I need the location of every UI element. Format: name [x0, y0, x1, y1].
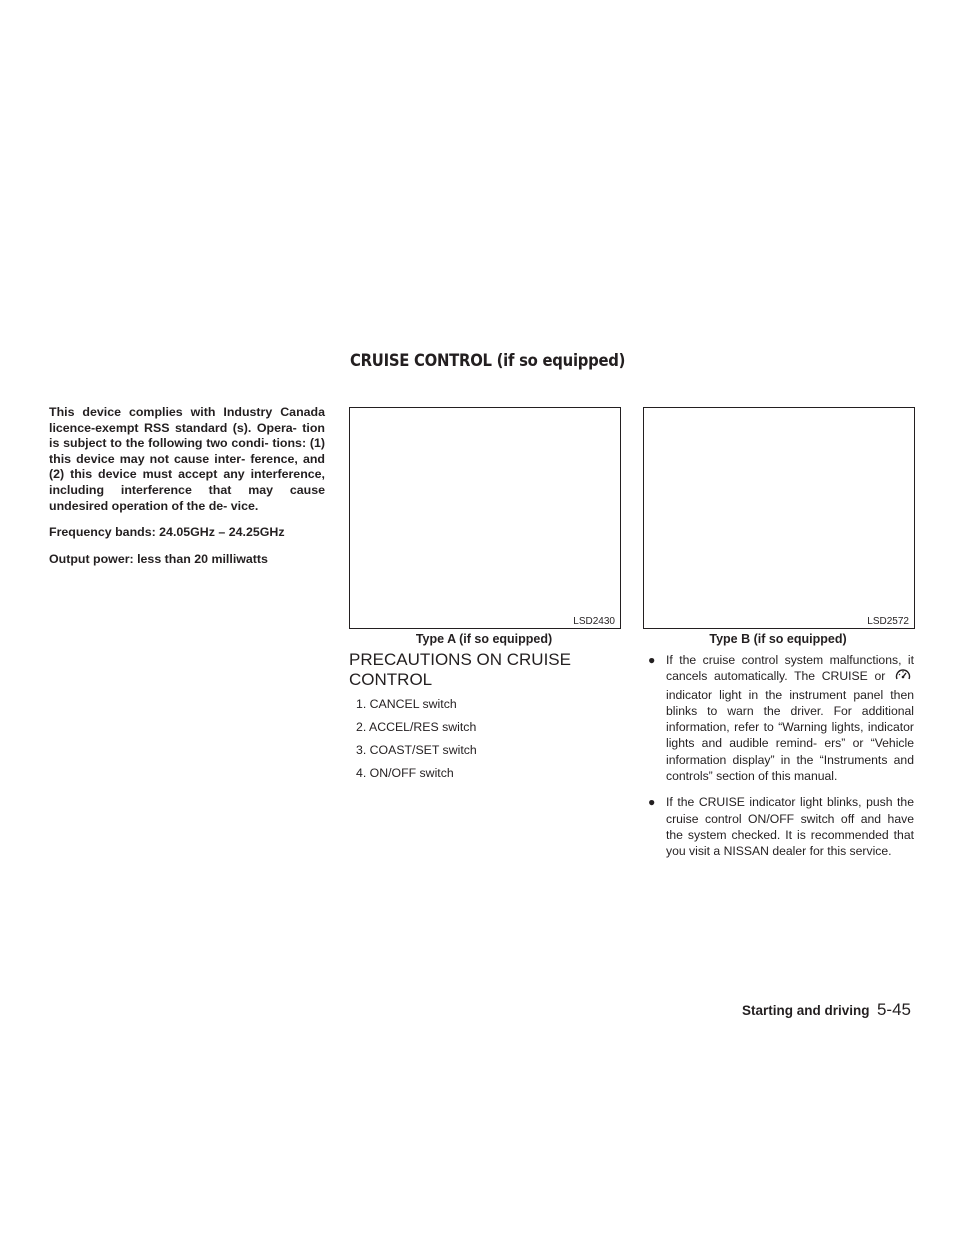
figure-caption: Type B (if so equipped): [709, 632, 847, 646]
bullet-mark: ●: [648, 653, 656, 667]
switch-list: [356, 697, 616, 789]
footer-section-title: Starting and driving: [742, 1003, 870, 1018]
figure-type-a: [349, 407, 621, 629]
output-power-text: Output power: less than 20 milliwatts: [49, 551, 268, 566]
compliance-notice: [49, 405, 325, 578]
bullet-text: indicator light in the instrument panel then blinks to warn the driver. For additional information, refer to “Warning lights, indicator lights and audible remind- ers” or “Vehicle information display” in the “Instruments and controls” section of this manual.: [666, 687, 914, 784]
bullet-text: If the cruise control system malfunctions, it cancels automatically. The CRUISE or: [666, 653, 914, 684]
section-title: CRUISE CONTROL (if so equipped): [350, 351, 626, 370]
precautions-heading: [349, 650, 619, 690]
figure-id: LSD2572: [867, 616, 909, 627]
compliance-text: This device complies with Industry Canada licence-exempt RSS standard (s). Opera- tion is subject to the following two condi- tions: (1) this device may not cause inter- ference, and (2) this device must accept any interference, including interference that may cause undesired operation of the de- vice.: [49, 405, 325, 513]
bullet-text: If the CRUISE indicator light blinks, push the cruise control ON/OFF switch off and have the system checked. It is recommended that you visit a NISSAN dealer for this service.: [666, 795, 914, 859]
frequency-text: Frequency bands: 24.05GHz – 24.25GHz: [49, 525, 285, 540]
warning-bullets: [646, 652, 914, 870]
page-number: 5-45: [876, 1000, 911, 1019]
bullet-item: [646, 794, 914, 859]
page-footer: [742, 1000, 911, 1020]
bullet-item: [646, 652, 914, 784]
figure-caption: Type A (if so equipped): [415, 632, 553, 646]
cruise-speedometer-icon: [895, 668, 911, 686]
heading-line: PRECAUTIONS ON CRUISE: [349, 650, 571, 669]
list-item: 1. CANCEL switch: [356, 697, 457, 711]
list-item: 4. ON/OFF switch: [356, 766, 454, 780]
figure-id: LSD2430: [573, 616, 615, 627]
figure-type-b: [643, 407, 915, 629]
bullet-mark: ●: [648, 795, 656, 810]
list-item: 3. COAST/SET switch: [356, 743, 477, 757]
heading-line: CONTROL: [349, 670, 433, 689]
list-item: 2. ACCEL/RES switch: [356, 720, 477, 734]
